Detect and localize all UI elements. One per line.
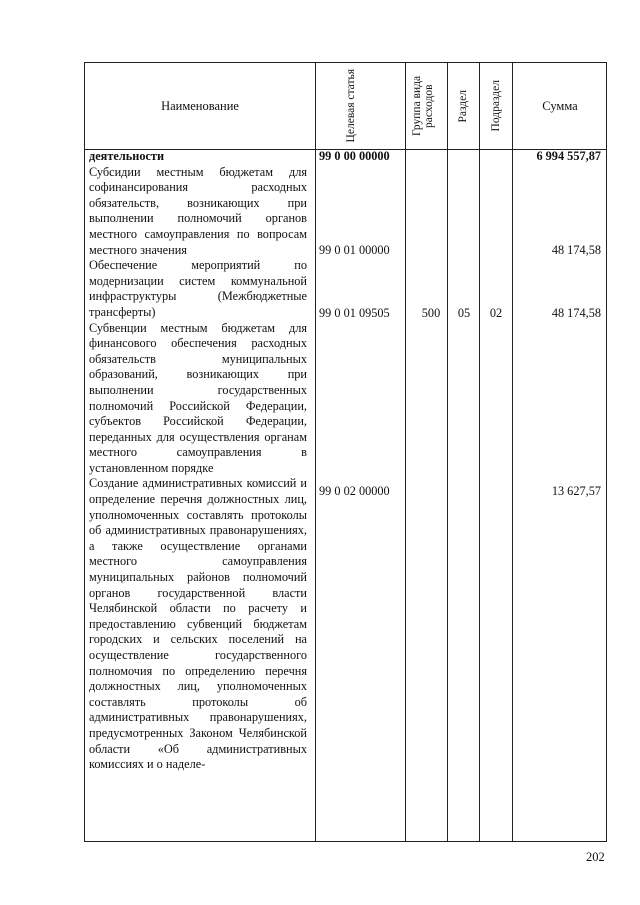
row-code: 99 0 02 00000 bbox=[319, 484, 390, 498]
row-name: деятельности bbox=[89, 149, 165, 163]
col-divider bbox=[447, 63, 448, 841]
name-column bbox=[89, 149, 307, 773]
col-divider bbox=[315, 63, 316, 841]
header-subsection: Подраздел bbox=[489, 80, 502, 132]
col-divider bbox=[512, 63, 513, 841]
row-name: Создание административных комиссий и определение перечня должностных лиц, уполномоченных составлять протоколы об административных правонарушениях, а также осуществление органами местного самоуправления муниципальных районов полномочий органов государственной власти Челябинской области по расчету и предоставлению субвенций бюджетам городских и сельских поселений на осуществление государственного полномочия по определению перечня должностных лиц, уполномоченных составлять протоколы об административных правонарушениях, предусмотренных Законом Челябинской области «Об административных комиссиях и о наделе- bbox=[89, 476, 307, 772]
row-section: 05 bbox=[457, 306, 471, 320]
row-sum: 48 174,58 bbox=[551, 243, 601, 257]
row-sum: 48 174,58 bbox=[551, 306, 601, 320]
col-divider bbox=[479, 63, 480, 841]
row-code: 99 0 01 00000 bbox=[319, 243, 390, 257]
header-group: Группа вида расходов bbox=[411, 75, 435, 137]
row-sum: 13 627,57 bbox=[551, 484, 601, 498]
header-sum: Сумма bbox=[542, 98, 578, 113]
row-subsection: 02 bbox=[489, 306, 503, 320]
row-name: Обеспечение мероприятий по модернизации систем коммунальной инфраструктуры (Межбюджетные трансферты) bbox=[89, 258, 307, 319]
budget-table bbox=[84, 62, 607, 842]
header-section: Раздел bbox=[457, 89, 469, 123]
header-name: Наименование bbox=[161, 98, 239, 113]
row-sum: 6 994 557,87 bbox=[536, 149, 601, 163]
header-target: Целевая статья bbox=[345, 69, 357, 143]
row-name: Субвенции местным бюджетам для финансового обеспечения расходных обязательств муниципальных образований, возникающих при выполнении государственных полномочий Российской Федерации, субъектов Российской Федерации, переданных для осуществления органам местного самоуправления в установленном порядке bbox=[89, 320, 307, 475]
row-group: 500 bbox=[421, 306, 441, 320]
row-code: 99 0 00 00000 bbox=[319, 149, 390, 163]
page-number: 202 bbox=[586, 850, 605, 864]
col-divider bbox=[405, 63, 406, 841]
row-name: Субсидии местным бюджетам для софинансирования расходных обязательств, возникающих при выполнении полномочий органов местного самоуправления по вопросам местного значения bbox=[89, 164, 307, 257]
row-code: 99 0 01 09505 bbox=[319, 306, 390, 320]
